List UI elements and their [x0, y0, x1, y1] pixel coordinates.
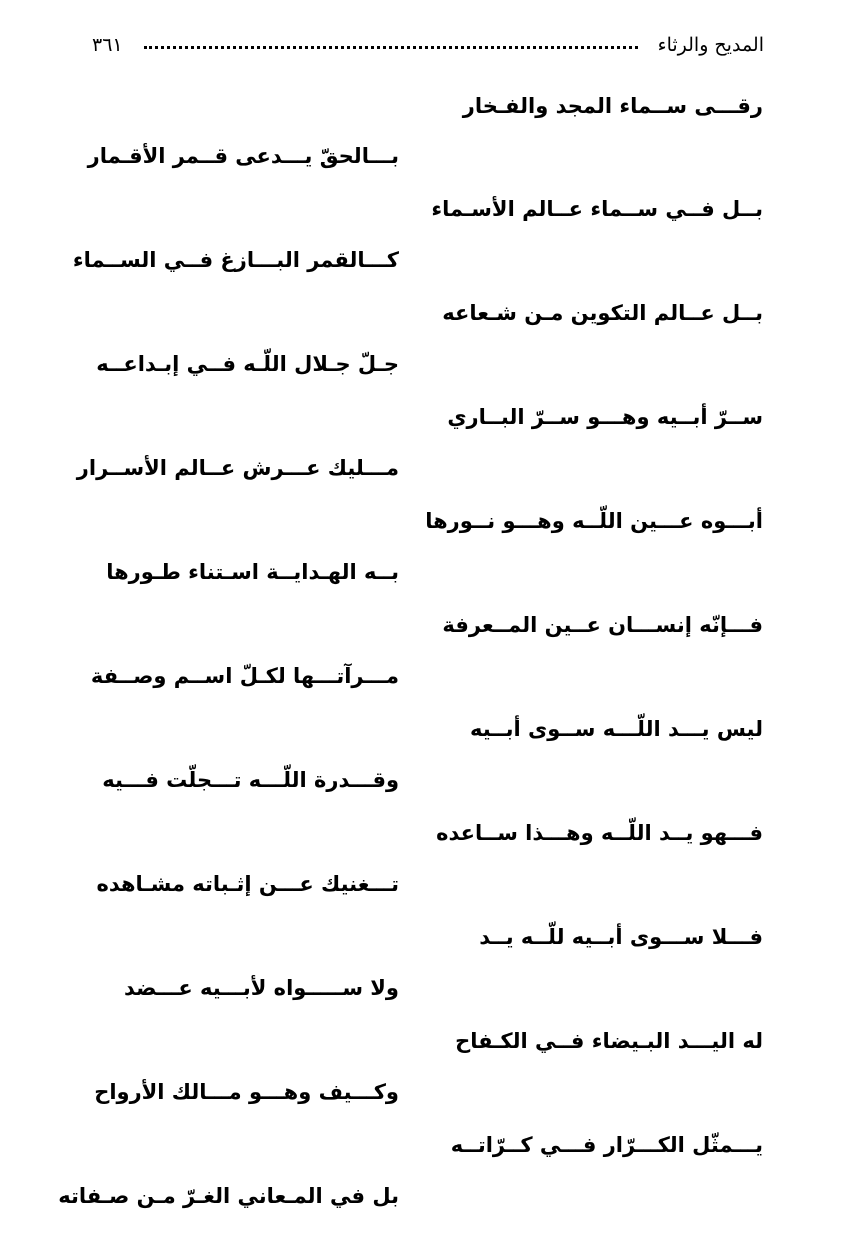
page-header: [92, 34, 764, 64]
verse-3-first: بــل عــالم التكوين مـن شـعاعه: [442, 301, 763, 325]
verse-10-second: وكـــيف وهـــو مـــالك الأرواح: [94, 1080, 399, 1104]
running-title: المديح والرثاء: [657, 34, 764, 56]
verse-7-second: وقـــدرة اللّـــه تـــجلّت فـــيه: [102, 768, 399, 792]
verse-6-second: مـــرآتـــها لكـلّ اســم وصــفة: [90, 664, 399, 688]
verse-11-first: يـــمثّل الكـــرّار فـــي كــرّاتــه: [450, 1133, 763, 1157]
verse-5-first: أبـــوه عـــين اللّــه وهـــو نــورها: [425, 509, 763, 533]
verse-6-first: فـــإنّه إنســـان عــين المــعرفة: [442, 613, 763, 637]
verse-5-second: بــه الهـدايــة اسـتناء طـورها: [106, 560, 399, 584]
verse-4-first: ســرّ أبــيه وهـــو ســرّ البــاري: [447, 405, 763, 429]
verse-10-first: له اليـــد البـيضاء فــي الكـفاح: [455, 1029, 763, 1053]
verse-1-first: رقـــى ســماء المجد والفـخار: [462, 94, 763, 118]
verse-11-second: بل في المـعاني الغـرّ مـن صـفاته: [58, 1184, 399, 1208]
verse-9-second: ولا ســـــواه لأبـــيه عـــضد: [124, 976, 399, 1000]
verse-2-first: بــل فــي ســماء عــالم الأسـماء: [431, 197, 763, 221]
verse-4-second: مـــليك عـــرش عــالم الأســرار: [76, 456, 399, 480]
verse-8-first: فـــهو يــد اللّــه وهـــذا ســاعده: [436, 821, 763, 845]
verse-2-second: كـــالقمر البـــازغ فــي الســماء: [72, 248, 399, 272]
verse-8-second: تـــغنيك عـــن إثـباته مشـاهده: [96, 872, 399, 896]
verse-9-first: فـــلا ســـوى أبــيه للّــه يــد: [479, 925, 763, 949]
verse-1-second: بـــالحقّ يـــدعى قــمر الأقـمار: [87, 144, 399, 168]
dotted-leader: [144, 46, 638, 49]
verse-7-first: ليس يـــد اللّـــه ســوى أبــيه: [469, 717, 763, 741]
verse-3-second: جـلّ جـلال اللّـه فــي إبـداعــه: [96, 352, 399, 376]
page-number: ٣٦١: [92, 34, 123, 56]
